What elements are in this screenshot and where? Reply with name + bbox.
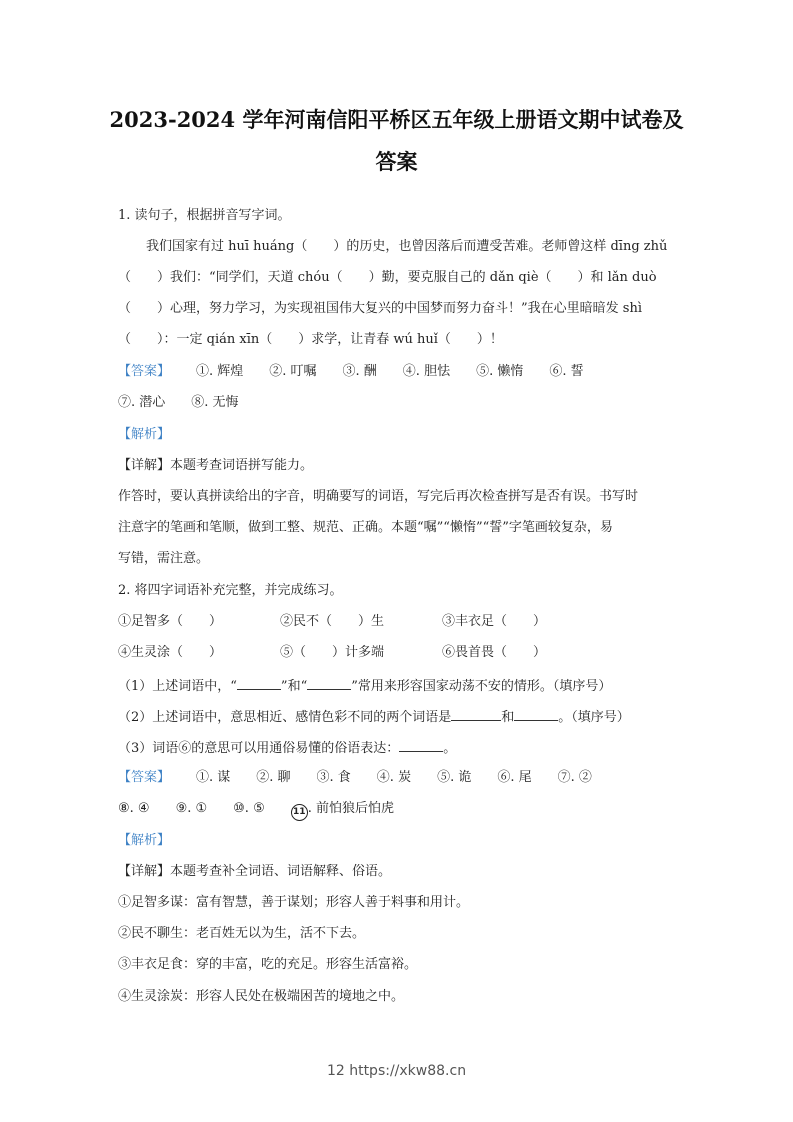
sub-question-text: （2）上述词语中，意思相近、感情色彩不同的两个词语是 <box>118 710 452 725</box>
answer-values: . 前怕狼后怕虎 <box>307 801 394 816</box>
sub-question-text: （1）上述词语中，“ <box>118 679 237 694</box>
question-2-answer-row-2 <box>118 800 678 821</box>
fill-blank[interactable] <box>307 676 351 690</box>
detail-label: 【详解】 <box>118 458 171 473</box>
question-2-answer-row <box>118 769 678 787</box>
sub-question-text: ”常用来形容国家动荡不安的情形。（填序号） <box>351 679 612 694</box>
question-1-answer-row <box>118 363 678 381</box>
sub-question-text: 和 <box>501 710 515 725</box>
sub-question-text: （3）词语⑥的意思可以用通俗易懂的俗语表达： <box>118 741 400 756</box>
question-1-explanation-line: 注意字的笔画和笔顺，做到工整、规范、正确。本题“嘱”“懒惰”“誓”字笔画较复杂，易 <box>118 520 613 535</box>
question-1-passage-line: （ ）心理，努力学习，为实现祖国伟大复兴的中国梦而努力奋斗！”我在心里暗暗发 shì <box>118 301 642 316</box>
page-title-continued: 答案 <box>375 149 418 174</box>
detail-text: 本题考查词语拼写能力。 <box>170 458 314 473</box>
question-2-sub-3 <box>118 738 678 758</box>
page-title: 2023-2024 学年河南信阳平桥区五年级上册语文期中试卷及 <box>109 107 684 132</box>
analysis-label: 【解析】 <box>118 833 171 848</box>
question-2-explanation-line: ①足智多谋：富有智慧，善于谋划；形容人善于料事和用计。 <box>118 895 470 910</box>
idiom-item: ②民不（ ）生 <box>280 614 385 629</box>
answer-label: 【答案】 <box>118 770 171 785</box>
sub-question-text: 。 <box>443 741 457 756</box>
question-2-explanation-line: ③丰衣足食：穿的丰富，吃的充足。形容生活富裕。 <box>118 957 418 972</box>
sub-question-text: ”和“ <box>280 679 308 694</box>
question-2-analysis-label <box>118 832 678 850</box>
circled-number-11: 11 <box>291 804 308 821</box>
idiom-item: ⑤（ ）计多端 <box>280 645 385 660</box>
answer-values: ①. 谋 ②. 聊 ③. 食 ④. 炭 ⑤. 诡 ⑥. 尾 ⑦. ② <box>196 770 592 785</box>
question-1-analysis-label <box>118 426 678 444</box>
question-1-detail <box>118 457 678 475</box>
question-1-explanation-line: 写错，需注意。 <box>118 551 210 566</box>
fill-blank[interactable] <box>451 707 501 721</box>
question-2-explanation-line: ④生灵涂炭：形容人民处在极端困苦的境地之中。 <box>118 989 405 1004</box>
question-2-sub-2 <box>118 707 678 727</box>
analysis-label: 【解析】 <box>118 427 171 442</box>
answer-values: ⑧. ④ ⑨. ① ⑩. ⑤ <box>118 801 265 816</box>
question-1-passage-line: 我们国家有过 huī huáng（ ）的历史，也曾因落后而遭受苦难。老师曾这样 dīng zhǔ <box>146 239 668 254</box>
answer-label: 【答案】 <box>118 364 171 379</box>
detail-label: 【详解】 <box>118 864 171 879</box>
question-2-sub-1 <box>118 676 678 696</box>
answer-values: ①. 辉煌 ②. 叮嘱 ③. 酬 ④. 胆怯 ⑤. 懒惰 ⑥. 誓 <box>196 364 584 379</box>
idiom-item: ⑥畏首畏（ ） <box>442 645 547 660</box>
idiom-item: ④生灵涂（ ） <box>118 645 223 660</box>
question-1-answer-row-2: ⑦. 潜心 ⑧. 无悔 <box>118 395 239 410</box>
idiom-item: ③丰衣足（ ） <box>442 614 547 629</box>
idiom-item: ①足智多（ ） <box>118 614 223 629</box>
question-2-detail <box>118 863 678 881</box>
fill-blank[interactable] <box>237 676 281 690</box>
sub-question-text: 。（填序号） <box>558 710 630 725</box>
question-2-explanation-line: ②民不聊生：老百姓无以为生，活不下去。 <box>118 926 366 941</box>
detail-text: 本题考查补全词语、词语解释、俗语。 <box>170 864 392 879</box>
page-footer: 12 https://xkw88.cn <box>326 1063 467 1079</box>
question-1-passage-line: （ ）我们：“同学们，天道 chóu（ ）勤，要克服自己的 dǎn qiè（ ）和 lǎn duò <box>118 270 657 285</box>
question-1-explanation-line: 作答时，要认真拼读给出的字音，明确要写的词语，写完后再次检查拼写是否有误。书写时 <box>118 489 639 504</box>
fill-blank[interactable] <box>514 707 558 721</box>
fill-blank[interactable] <box>399 738 443 752</box>
question-2-prompt: 2. 将四字词语补充完整，并完成练习。 <box>118 583 343 598</box>
question-1-passage-line: （ ）：一定 qián xīn（ ）求学，让青春 wú huǐ（ ）！ <box>118 332 503 347</box>
question-1-prompt: 1. 读句子，根据拼音写字词。 <box>118 208 291 223</box>
